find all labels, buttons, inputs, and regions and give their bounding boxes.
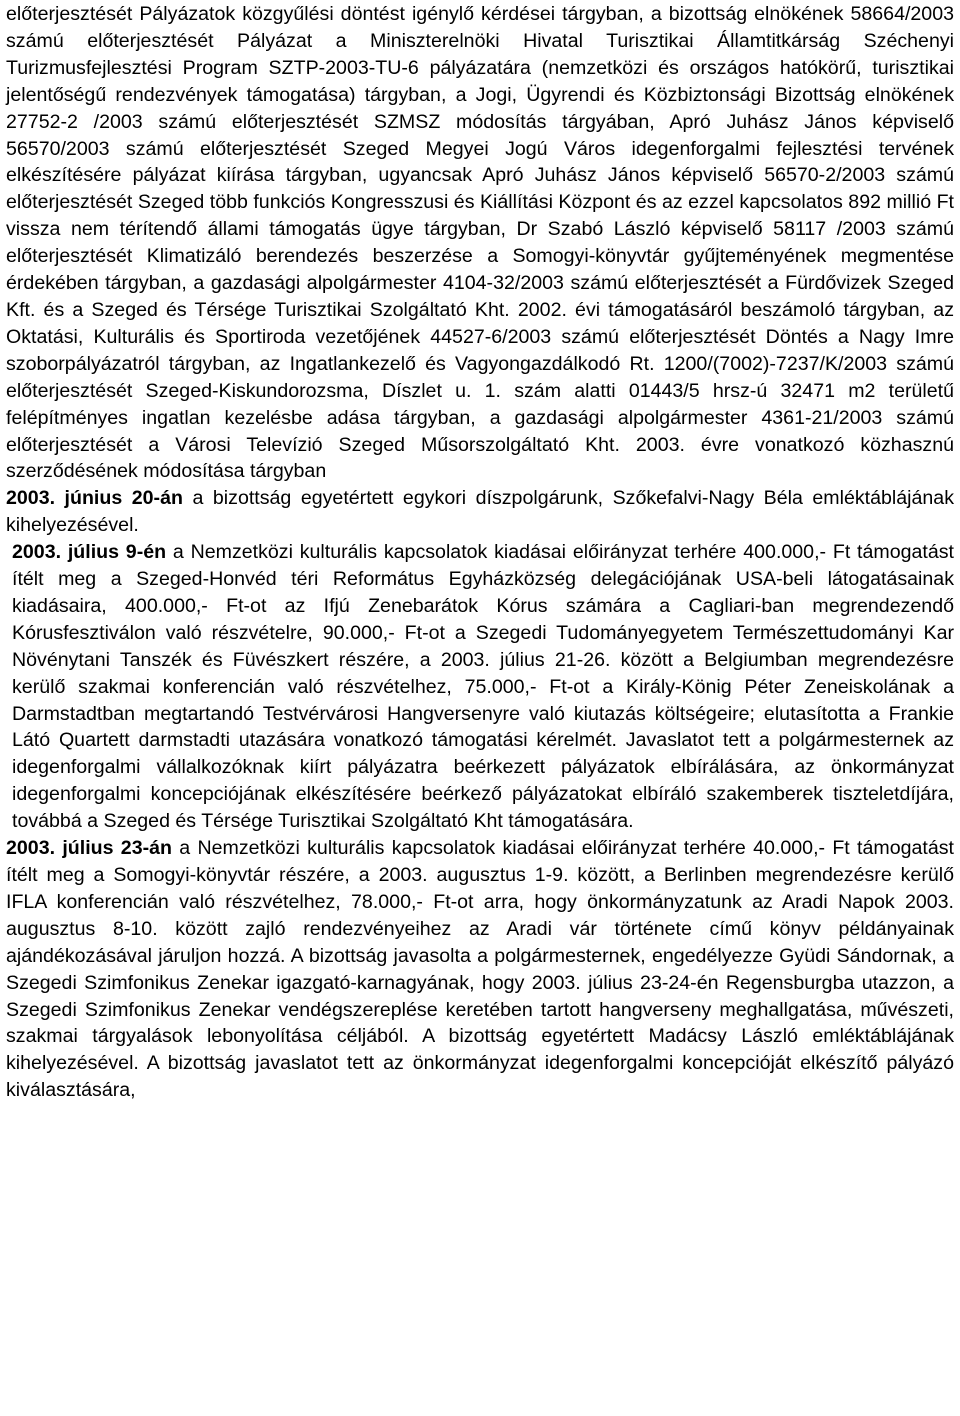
paragraph-date: 2003. július 9-én [12, 541, 167, 564]
paragraph-text: előterjesztését Pályázatok közgyűlési döntést igénylő kérdései tárgyban, a bizottság elnökének 58664/2003 számú előterjesztését Pályázat a Miniszterelnöki Hivatal Turisztikai Államtitkárság Széchenyi Turizmusfejlesztési Program SZTP-2003-TU-6 pályázatára (nemzetközi és országos hatókörű, turisztikai jelentőségű rendezvények támogatása) tárgyban, a Jogi, Ügyrendi és Közbiztonsági Bizottság elnökének 27752-2 /2003 számú előterjesztését SZMSZ módosítás tárgyában, Apró Juhász János képviselő 56570/2003 számú előterjesztését Szeged Megyei Jogú Város idegenforgalmi fejlesztési tervének elkészítésére pályázat kiírása tárgyban, ugyancsak Apró Juhász János képviselő 56570-2/2003 számú előterjesztését Szeged több funkciós Kongresszusi és Kiállítási Központ és az ezzel kapcsolatos 892 millió Ft vissza nem térítendő állami támogatás ügye tárgyban, Dr Szabó László képviselő 58117 /2003 számú előterjesztését Klimatizáló berendezés beszerzése a Somogyi-könyvtár gyűjteményének megmentése érdekében tárgyban, a gazdasági alpolgármester 4104-32/2003 számú előterjesztését a Fürdővizek Szeged Kft. és a Szeged és Térsége Turisztikai Szolgáltató Kht. 2002. évi támogatásáról beszámoló tárgyban, az Oktatási, Kulturális és Sportiroda vezetőjének 44527-6/2003 számú előterjesztését Döntés a Nagy Imre szoborpályázatról tárgyban, az Ingatlankezelő és Vagyongazdálkodó Rt. 1200/(7002)-7237/K/2003 számú előterjesztését Szeged-Kiskundorozsma, Díszlet u. 1. szám alatti 01443/5 hrsz-ú 32471 m2 területű felépítményes ingatlan kezelésbe adása tárgyban, a gazdasági alpolgármester 4361-21/2003 számú előterjesztését a Városi Televízió Szeged Műsorszolgáltató Kht. 2003. évre vonatkozó közhasznú szerződésének módosítása tárgyban [6, 3, 954, 483]
paragraph-text: a Nemzetközi kulturális kapcsolatok kiadásai előirányzat terhére 400.000,- Ft támogatást ítélt meg a Szeged-Honvéd téri Református Egyházközség delegációjának USA-beli látogatásainak kiadásaira, 400.000,- Ft-ot az Ifjú Zenebarátok Kórus számára a Cagliari-ban megrendezendő Kórusfesztiválon való részvételre, 90.000,- Ft-ot a Szegedi Tudományegyetem Természettudományi Kar Növénytani Tanszék és Füvészkert részére, a 2003. július 21-26. között a Belgiumban megrendezésre kerülő szakmai konferencián való részvételhez, 75.000,- Ft-ot a Király-König Péter Zeneiskolának a Darmstadtban megtartandó Testvérvárosi Hangversenyre való kiutazás költségeire; elutasította a Frankie Látó Quartett darmstadti utazására vonatkozó támogatási kérelmét. Javaslatot tett a polgármesternek az idegenforgalmi vállalkozóknak kiírt pályázatra beérkezett pályázatok elbírálására, az önkormányzat idegenforgalmi koncepciójának elkészítésére beérkező pályázatokat elbíráló szakemberek tiszteletdíjára, továbbá a Szeged és Térsége Turisztikai Szolgáltató Kht támogatására. [12, 541, 954, 833]
paragraph-submissions [6, 1, 954, 485]
paragraph-date: 2003. június 20-án [6, 487, 183, 510]
paragraph-text: a bizottság egyetértett egykori díszpolgárunk, Szőkefalvi-Nagy Béla emléktáblájának kihelyezésével. [6, 487, 954, 537]
paragraph-june-20 [6, 485, 954, 539]
paragraph-july-23 [6, 835, 954, 1104]
paragraph-text: a Nemzetközi kulturális kapcsolatok kiadásai előirányzat terhére 40.000,- Ft támogatást ítélt meg a Somogyi-könyvtár részére, a 2003. augusztus 1-9. között, a Berlinben megrendezésre kerülő IFLA konferencián való részvételhez, 78.000,- Ft-ot arra, hogy önkormányzatunk az Aradi Napok 2003. augusztus 8-10. között zajló rendezvényeihez az Aradi vár története című könyv példányainak ajándékozásával járuljon hozzá. A bizottság javasolta a polgármesternek, engedélyezze Gyüdi Sándornak, a Szegedi Szimfonikus Zenekar igazgató-karnagyának, hogy 2003. július 23-24-én Regensburgba utazzon, a Szegedi Szimfonikus Zenekar vendégszereplése keretében tartott hangverseny meghallgatása, művészeti, szakmai tárgyalások lebonyolítása céljából. A bizottság egyetértett Madácsy László emléktáblájának kihelyezésével. A bizottság javaslatot tett az önkormányzat idegenforgalmi koncepcióját elkészítő pályázó kiválasztására, [6, 837, 954, 1102]
paragraph-july-9 [6, 539, 954, 835]
paragraph-date: 2003. július 23-án [6, 837, 172, 860]
